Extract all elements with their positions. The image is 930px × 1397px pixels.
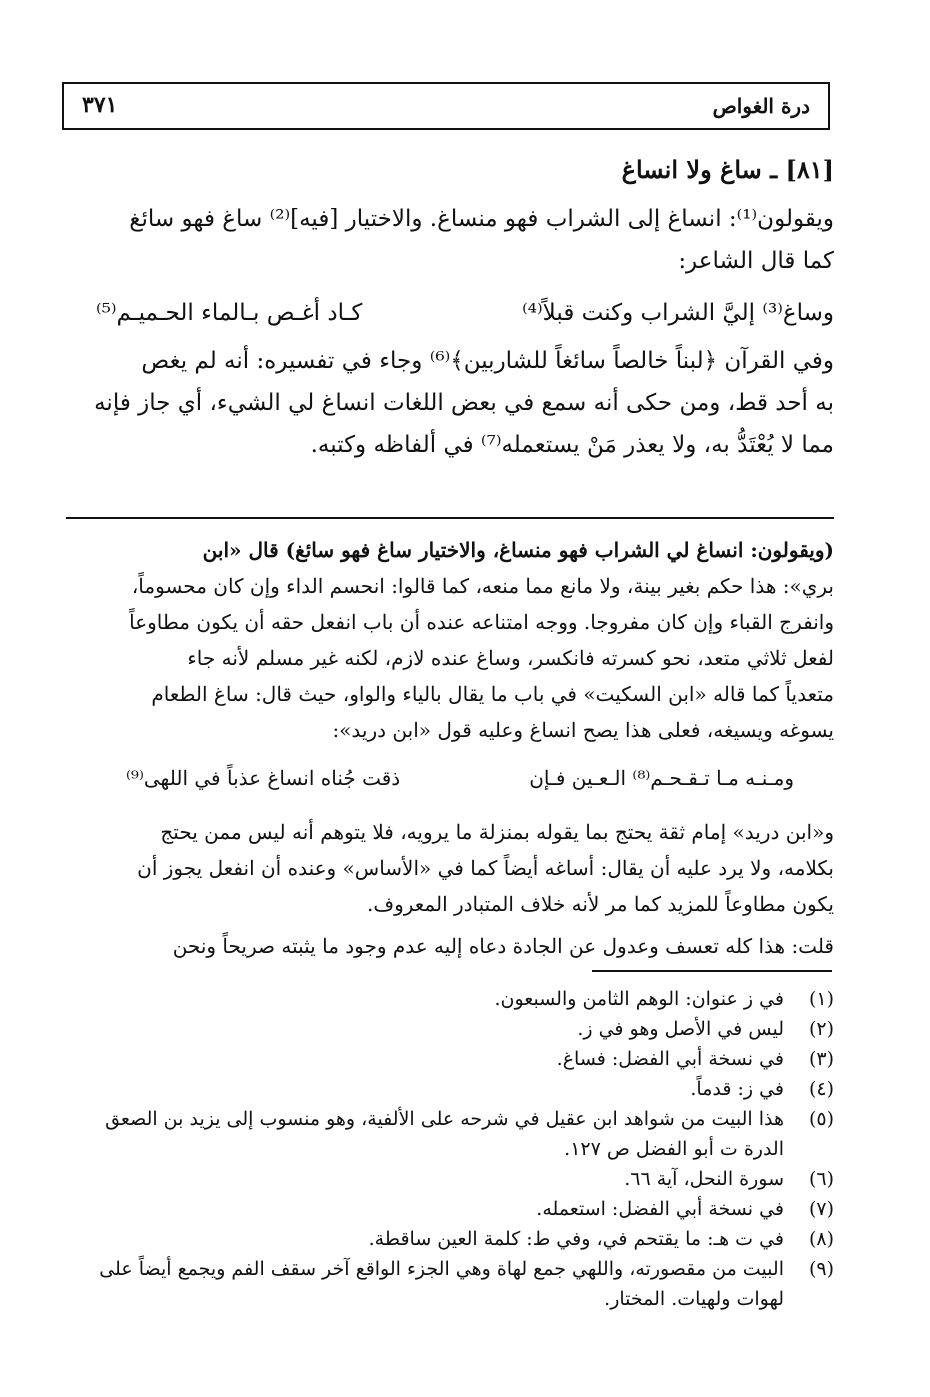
footnote-text: في ت هـ: ما يقتحم في، وفي ط: كلمة العين ساقطة. [368, 1228, 784, 1250]
footnote-text: البيت من مقصورته، واللهي جمع لهاة وهي الجزء الواقع آخر سقف الفم ويجمع أيضاً على [99, 1258, 784, 1280]
footnote-text: في ز: قدماً. [690, 1078, 784, 1100]
footnote-text: الدرة ت أبو الفضل ص ١٢٧. [564, 1138, 784, 1160]
body-paragraph-1 [66, 198, 834, 282]
footnote-text: في ز عنوان: الوهم الثامن والسبعون. [494, 988, 784, 1010]
footnote-number: (٣) [808, 1048, 834, 1070]
footnote [66, 1074, 834, 1104]
verse-hemistich-first: وساغ⁽³⁾ إليَّ الشراب وكنت قبلاً⁽⁴⁾ [522, 300, 834, 326]
footnote-continuation [66, 1284, 834, 1314]
commentary-line: و«ابن دريد» إمام ثقة يحتج بما يقوله بمنزلة ما يرويه، فلا يتوهم أنه ليس ممن يحتج [160, 820, 834, 844]
footnotes [66, 984, 834, 1314]
verse-hemistich-first: ومـنـه مـا تـقـحـم⁽⁸⁾ الـعـين فـإن [529, 766, 794, 790]
commentary-divider [66, 517, 834, 519]
footnote [66, 1194, 834, 1224]
commentary-line: قلت: هذا كله تعسف وعدول عن الجادة دعاه إليه عدم وجود ما يثبته صريحاً ونحن [172, 934, 834, 958]
commentary-line: لفعل ثلاثي متعد، نحو كسرته فانكسر، وساغ عنده لازم، لكنه غير مسلم لأنه جاء [187, 646, 834, 670]
footnote-number: (١) [808, 988, 834, 1010]
footnote [66, 1044, 834, 1074]
footnote-number: (٥) [808, 1108, 834, 1130]
footnote [66, 1164, 834, 1194]
commentary-line: وانفرج القباء وإن كان مفروجا. ووجه امتناعه عنده أن باب انفعل حقه أن يكون مطاوعاً [129, 610, 834, 634]
text-line: ويقولون⁽¹⁾: انساغ إلى الشراب فهو منساغ. والاختيار [فيه]⁽²⁾ ساغ فهو سائغ [129, 206, 834, 232]
footnote-number: (٨) [808, 1228, 834, 1250]
commentary-line: يكون مطاوعاً للمزيد كما مر لأنه خلاف المتبادر المعروف. [366, 892, 834, 916]
body-paragraph-2 [66, 340, 834, 466]
commentary-line: يسوغه ويسيغه، فعلى هذا يصح انساغ وعليه قول «ابن دريد»: [332, 718, 834, 742]
text-line: كما قال الشاعر: [678, 248, 834, 274]
footnote [66, 984, 834, 1014]
commentary-block-a [66, 532, 834, 748]
footnote-text: في نسخة أبي الفضل: فساغ. [556, 1048, 784, 1070]
footnote [66, 1224, 834, 1254]
footnote [66, 1104, 834, 1134]
verse-hemistich-second: كـاد أغـص بـالماء الحـميـم⁽⁵⁾ [96, 300, 363, 326]
commentary-line: (ويقولون: انساغ لي الشراب فهو منساغ، والاختيار ساغ فهو سائغ) قال «ابن [202, 538, 834, 562]
commentary-block-c [66, 928, 834, 964]
page-number: ٣٧١ [82, 92, 118, 118]
text-line: مما لا يُعْتَدُّ به، ولا يعذر مَنْ يستعمله⁽⁷⁾ في ألفاظه وكتبه. [310, 432, 834, 458]
footnote-text: سورة النحل، آية ٦٦. [624, 1168, 784, 1190]
footnote-text: لهوات ولهيات. المختار. [604, 1288, 784, 1310]
footnote-text: في نسخة أبي الفضل: استعمله. [536, 1198, 784, 1220]
footnote-number: (٩) [808, 1258, 834, 1280]
commentary-line: متعدياً كما قاله «ابن السكيت» في باب ما يقال بالياء والواو، حيث قال: ساغ الطعام [151, 682, 834, 706]
footnote [66, 1254, 834, 1284]
footnote-number: (٧) [808, 1198, 834, 1220]
footnote-number: (٦) [808, 1168, 834, 1190]
footnote-text: ليس في الأصل وهو في ز. [577, 1018, 784, 1040]
section-title: [٨١] ـ ساغ ولا انساغ [621, 155, 834, 184]
footnote-divider [592, 970, 832, 972]
verse-hemistich-second: ذقت جُناه انساغ عذباً في اللهى⁽⁹⁾ [126, 766, 401, 790]
commentary-block-b [66, 814, 834, 922]
running-header [62, 82, 830, 130]
commentary-line: بري»: هذا حكم بغير بينة، ولا مانع مما منعه، كما قالوا: انحسم الداء وإن كان محسوماً، [131, 574, 834, 598]
footnote-number: (٤) [808, 1078, 834, 1100]
text-line: به أحد قط، ومن حكى أنه سمع في بعض اللغات انساغ لي الشيء، أي جاز فإنه [94, 390, 834, 416]
footnote [66, 1014, 834, 1044]
footnote-continuation [66, 1134, 834, 1164]
text-line: وفي القرآن ﴿لبناً خالصاً سائغاً للشاربين﴾⁽⁶⁾ وجاء في تفسيره: أنه لم يغص [141, 348, 834, 374]
commentary-line: بكلامه، ولا يرد عليه أن يقال: أساغه أيضاً كما في «الأساس» وعنده أن انفعل يجوز أن [137, 856, 834, 880]
footnote-text: هذا البيت من شواهد ابن عقيل في شرحه على الألفية، وهو منسوب إلى يزيد بن الصعق [105, 1108, 784, 1130]
footnote-number: (٢) [808, 1018, 834, 1040]
header-title: درة الغواص [712, 94, 810, 118]
